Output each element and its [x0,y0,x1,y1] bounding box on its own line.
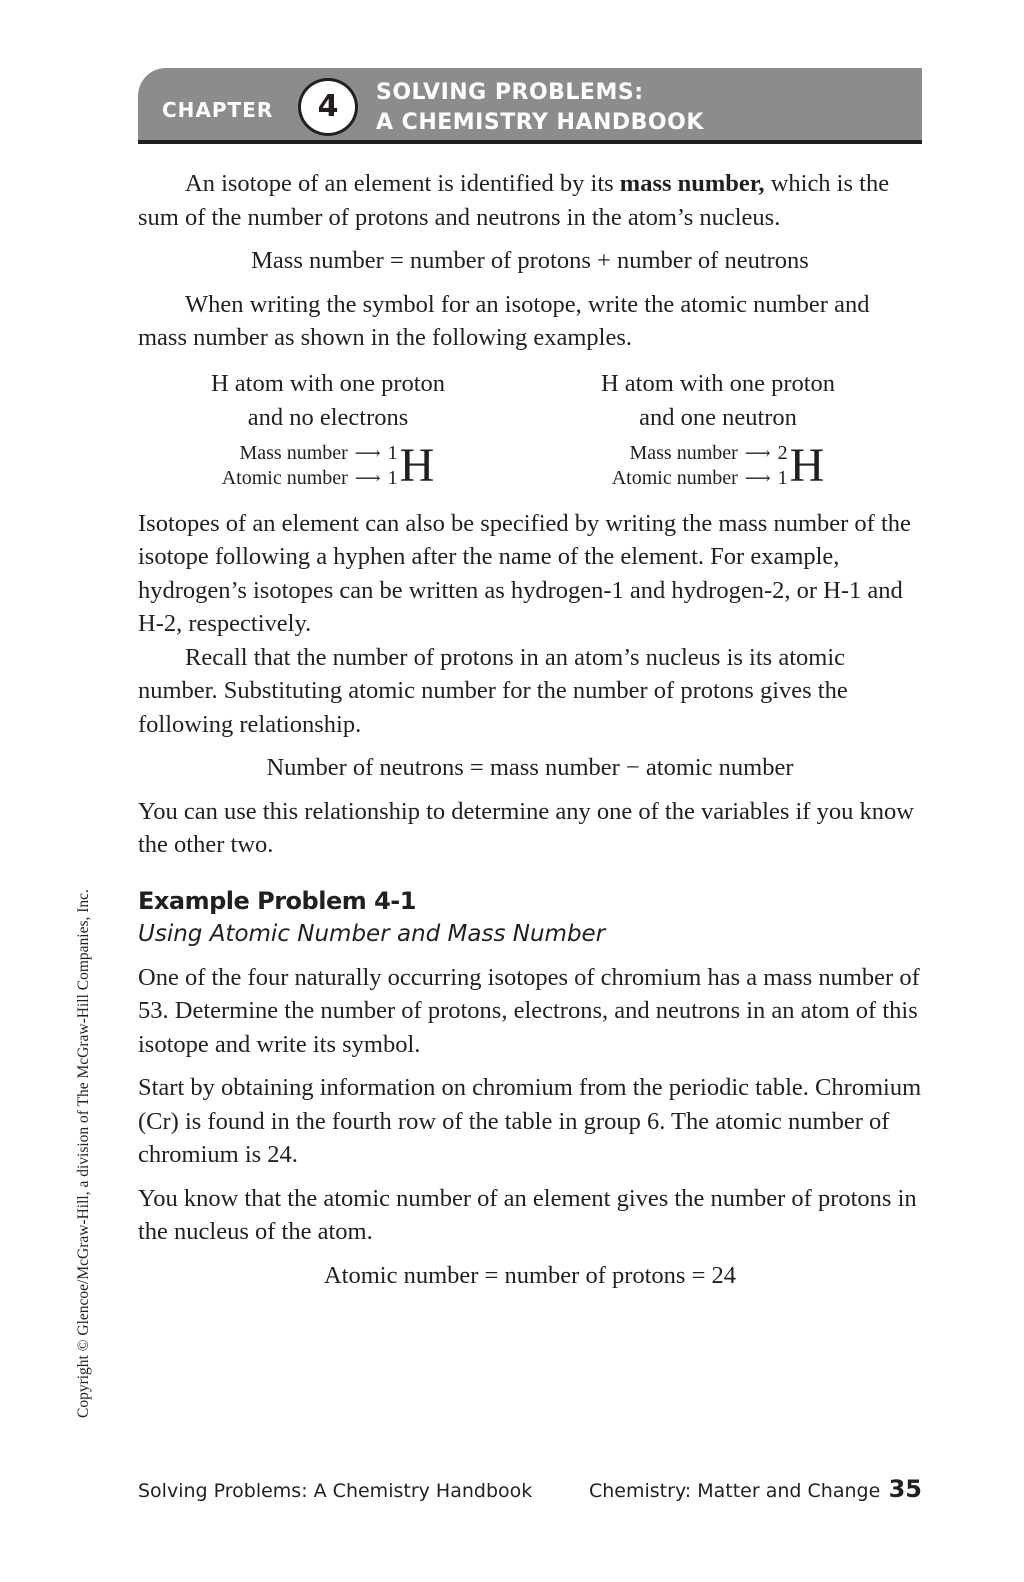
equation-neutrons: Number of neutrons = mass number − atomic number [266,754,794,781]
chapter-title-line2: A CHEMISTRY HANDBOOK [376,110,704,135]
isotope-caption: H atom with one proton [210,369,446,397]
atomic-number-value: 1 [777,466,788,489]
paragraph-hyphen-notation: Isotopes of an element can also be specified by writing the mass number of the isotope following a hyphen after the name of the element. For example, hydrogen’s isotopes can be written as hydrogen-1 and hydrogen-2, or H-1 and H-2, respectively. [138,509,911,637]
page-content [138,167,922,1292]
atomic-number-label: Atomic number [611,466,738,489]
isotope-notation [611,438,825,492]
chapter-header [138,68,922,144]
paragraph-isotope-symbol: When writing the symbol for an isotope, write the atomic number and mass number as shown in the following examples. [138,290,870,351]
page-number: 35 [888,1475,922,1503]
chapter-label: CHAPTER [162,98,274,122]
term-mass-number: mass number, [619,170,765,197]
arrow-icon: ⟶ [744,467,771,488]
mass-number-value: 2 [777,441,788,464]
example-subheading: Using Atomic Number and Mass Number [138,920,606,947]
arrow-icon: ⟶ [354,442,381,463]
mass-number-value: 1 [387,441,398,464]
atomic-number-value: 1 [387,466,398,489]
example-heading: Example Problem 4-1 [138,886,416,915]
paragraph-text: An isotope of an element is identified by its [185,170,620,197]
isotope-examples [138,367,922,507]
footer-book-title: Solving Problems: A Chemistry Handbook [138,1480,533,1502]
chapter-title [376,78,704,138]
isotope-caption: and no electrons [247,403,409,431]
mass-number-label: Mass number [239,441,348,464]
isotope-notation [221,438,435,492]
isotope-example-h1 [133,367,523,507]
paragraph-chromium-problem: One of the four naturally occurring isotopes of chromium has a mass number of 53. Determine the number of protons, electrons, and neutrons in an atom of this isotope and write its symbol. [138,963,920,1058]
paragraph-mass-number [138,167,922,234]
copyright-notice: Copyright © Glencoe/McGraw-Hill, a division of The McGraw-Hill Companies, Inc. [75,889,92,1418]
atomic-number-label: Atomic number [221,466,348,489]
footer-series-title: Chemistry: Matter and Change [589,1480,881,1502]
equation-atomic-number: Atomic number = number of protons = 24 [323,1261,737,1289]
element-symbol: H [789,438,825,492]
arrow-icon: ⟶ [354,467,381,488]
isotope-caption: and one neutron [639,403,797,431]
chapter-title-line1: SOLVING PROBLEMS: [376,80,644,105]
paragraph-text: which is the sum of the number of protons and neutrons in the atom’s nucleus. [138,170,890,231]
mass-number-label: Mass number [629,441,738,464]
arrow-icon: ⟶ [744,442,771,463]
equation-mass-number: Mass number = number of protons + number of neutrons [251,247,809,274]
paragraph-protons: You know that the atomic number of an element gives the number of protons in the nucleus of the atom. [138,1184,917,1245]
isotope-caption: H atom with one proton [600,369,836,397]
paragraph-periodic-table: Start by obtaining information on chromium from the periodic table. Chromium (Cr) is found in the fourth row of the table in group 6. The atomic number of chromium is 24. [138,1074,922,1168]
paragraph-atomic-number: Recall that the number of protons in an atom’s nucleus is its atomic number. Substituting atomic number for the number of protons gives the following relationship. [138,643,848,738]
isotope-example-h2 [523,367,913,507]
paragraph-variables: You can use this relationship to determine any one of the variables if you know the other two. [138,797,914,858]
chapter-number-badge: 4 [298,78,358,136]
element-symbol: H [399,438,435,492]
